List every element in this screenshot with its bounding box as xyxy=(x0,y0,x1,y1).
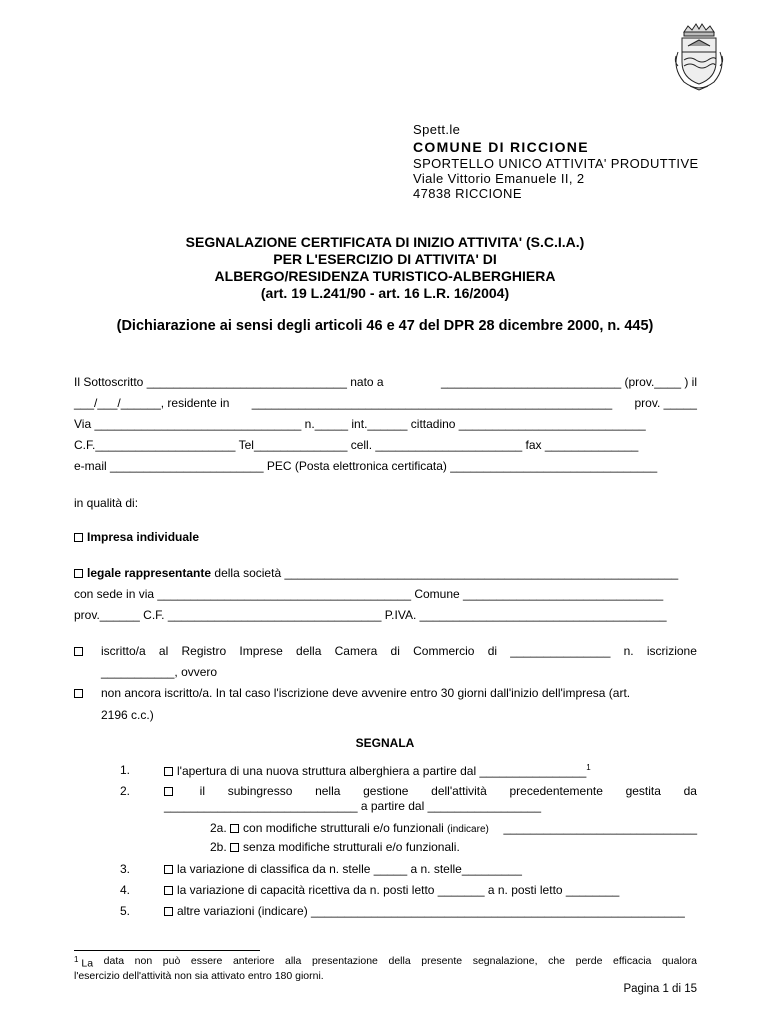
item-number: 5. xyxy=(119,904,130,918)
item-takeover[interactable]: il subingresso nella gestione dell'attività precedentemente gestita da xyxy=(164,784,697,798)
addressee-city: 47838 RICCIONE xyxy=(413,186,522,201)
checkbox-icon[interactable] xyxy=(164,787,173,796)
personal-line-2 xyxy=(74,396,697,410)
footnote-ref: 1 xyxy=(586,763,591,772)
residence-province-field[interactable]: prov. _____ xyxy=(634,396,697,410)
page-number: Pagina 1 di 15 xyxy=(623,983,697,995)
capacity-label: in qualità di: xyxy=(74,496,139,510)
checkbox-icon[interactable] xyxy=(164,907,173,916)
addressee-name: COMUNE DI RICCIONE xyxy=(413,139,589,155)
email-pec-field[interactable]: e-mail _______________________ PEC (Posta elettronica certificata) _______________________________ xyxy=(74,459,658,473)
footnote-line-1: $^1$ La data non può essere anteriore alla presentazione della presente segnalazione, che perde efficacia qualora xyxy=(74,955,697,970)
document-title-line-3: ALBERGO/RESIDENZA TURISTICO-ALBERGHIERA xyxy=(214,268,556,284)
checkbox-icon[interactable] xyxy=(230,843,239,852)
segnala-heading: SEGNALA xyxy=(355,736,415,750)
addressee-office: SPORTELLO UNICO ATTIVITA' PRODUTTIVE xyxy=(413,156,699,171)
item-other-changes[interactable]: altre variazioni (indicare) ________________________________________________________ xyxy=(164,904,685,918)
residence-field[interactable]: ______________________________________________________ xyxy=(251,396,613,410)
takeover-details-field[interactable]: _____________________________ a partire dal _________________ xyxy=(164,799,542,813)
checkbox-icon[interactable] xyxy=(164,865,173,874)
item-new-opening[interactable]: l'apertura di una nuova struttura alberghiera a partire dal ________________$^1$ xyxy=(164,763,591,778)
item-2b-without-changes[interactable]: 2b. senza modifiche strutturali e/o funzionali. xyxy=(210,840,460,854)
checkbox-icon[interactable] xyxy=(164,886,173,895)
document-subtitle: (Dichiarazione ai sensi degli articoli 46 e 47 del DPR 28 dicembre 2000, n. 445) xyxy=(116,318,654,334)
document-title-line-2: PER L'ESERCIZIO DI ATTIVITA' DI xyxy=(273,251,497,267)
company-seat-field[interactable]: con sede in via ______________________________________ Comune ______________________________ xyxy=(74,587,664,601)
item-capacity-change[interactable]: la variazione di capacità ricettiva da n. posti letto _______ a n. posti letto ________ xyxy=(164,883,619,897)
personal-line-1 xyxy=(74,375,697,389)
checkbox-icon[interactable] xyxy=(74,644,83,658)
registry-number-field[interactable]: ___________, ovvero xyxy=(101,665,218,679)
addressee-street: Viale Vittorio Emanuele II, 2 xyxy=(413,171,585,186)
birthdate-field[interactable]: ___/___/______, residente in xyxy=(74,396,230,410)
item-number: 1. xyxy=(119,763,130,777)
checkbox-icon[interactable] xyxy=(74,686,83,700)
registry-registered-line[interactable]: iscritto/a al Registro Imprese della Camera di Commercio di _______________ n. iscrizione xyxy=(101,644,697,658)
document-title-line-1: SEGNALAZIONE CERTIFICATA DI INIZIO ATTIVITA' (S.C.I.A.) xyxy=(185,234,585,250)
checkbox-icon[interactable] xyxy=(74,569,83,578)
document-title-line-4: (art. 19 L.241/90 - art. 16 L.R. 16/2004) xyxy=(260,285,510,301)
item-number: 3. xyxy=(119,862,130,876)
checkbox-icon[interactable] xyxy=(74,533,83,542)
name-birthplace-field[interactable]: Il Sottoscritto ______________________________ nato a xyxy=(74,375,384,389)
footnote-divider xyxy=(74,950,260,951)
item-classification-change[interactable]: la variazione di classifica da n. stelle _____ a n. stelle_________ xyxy=(164,862,522,876)
registry-not-registered-line: non ancora iscritto/a. In tal caso l'iscrizione deve avvenire entro 30 giorni dall'inizio dell'impresa (art. xyxy=(101,686,631,700)
birth-province-field[interactable]: ___________________________ (prov.____ ) il xyxy=(440,375,697,389)
item-number: 2. xyxy=(119,784,130,798)
option-legal-representative[interactable]: legale rappresentante della società ___________________________________________________________ xyxy=(74,566,678,580)
address-field[interactable]: Via _______________________________ n._____ int.______ cittadino ____________________________ xyxy=(74,417,646,431)
item-2a-with-changes[interactable]: 2a. con modifiche strutturali e/o funzionali (indicare) _____________________________ xyxy=(210,821,697,835)
registry-not-registered-line-2: 2196 c.c.) xyxy=(101,708,154,722)
company-tax-field[interactable]: prov.______ C.F. ________________________________ P.IVA. _____________________________________ xyxy=(74,608,667,622)
item-number: 4. xyxy=(119,883,130,897)
addressee-salutation: Spett.le xyxy=(413,122,461,137)
option-individual-company[interactable]: Impresa individuale xyxy=(74,530,199,544)
riccione-crest-logo xyxy=(670,22,728,92)
checkbox-icon[interactable] xyxy=(230,824,239,833)
footnote-line-2: l'esercizio dell'attività non sia attivato entro 180 giorni. xyxy=(74,970,324,982)
contacts-field[interactable]: C.F._____________________ Tel______________ cell. ______________________ fax ______________ xyxy=(74,438,639,452)
checkbox-icon[interactable] xyxy=(164,767,173,776)
